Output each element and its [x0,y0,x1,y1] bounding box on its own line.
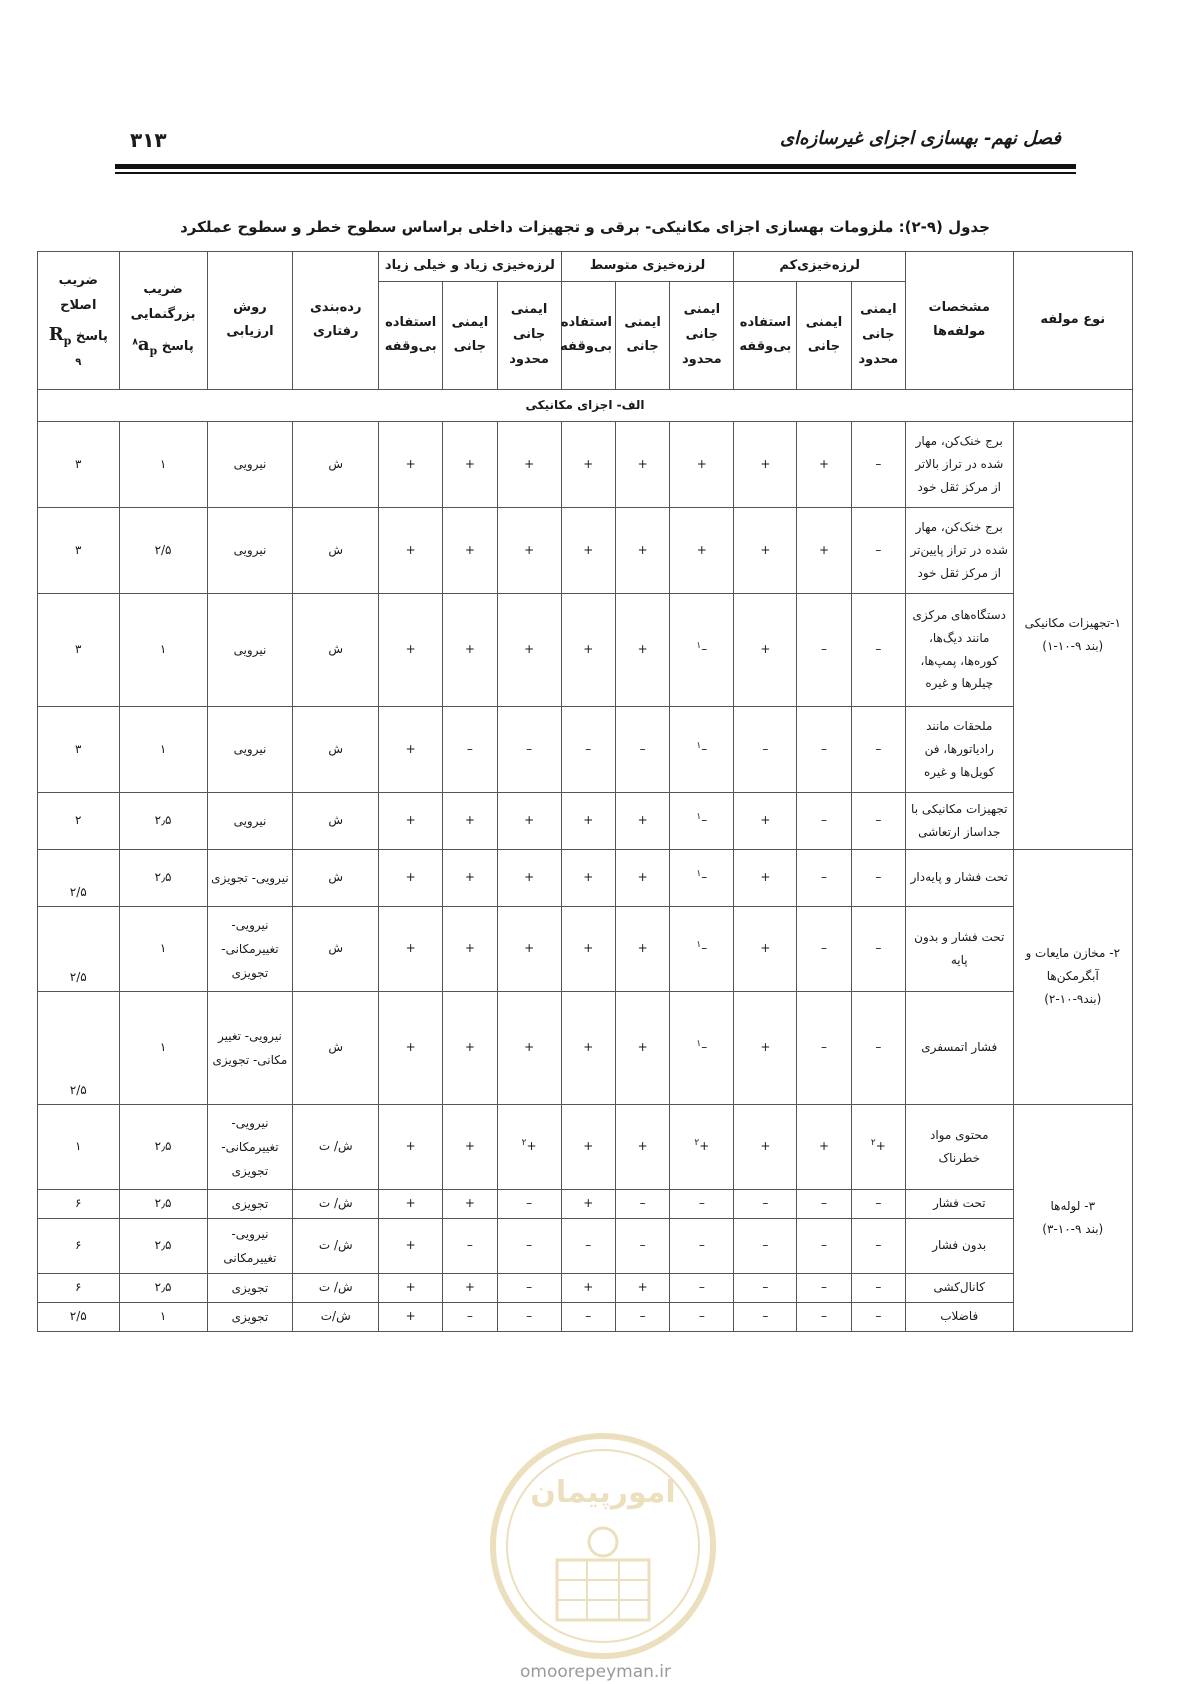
ap-line1: ضریب [143,282,183,298]
requirement-cell: – [734,1218,797,1273]
requirement-cell: + [734,906,797,991]
eval-method: نیرویی- تغییرمکانی- تجویزی [207,906,293,991]
eval-method: نیرویی [207,792,293,849]
requirement-cell: – [851,593,905,706]
col-high-seismicity: لرزه‌خیزی زیاد و خیلی زیاد [379,252,561,282]
requirement-cell: + [615,849,669,906]
requirement-cell: – [443,1302,497,1331]
requirement-cell: + [561,1273,615,1302]
component-spec: بدون فشار [905,1218,1013,1273]
requirement-cell: –$^۱$ [670,849,734,906]
section-mechanical: الف- اجزای مکانیکی [38,389,1133,421]
requirement-cell: + [734,421,797,507]
requirement-cell: – [670,1302,734,1331]
table-row [38,1302,1133,1331]
requirement-cell: – [797,906,851,991]
requirement-cell: + [443,507,497,593]
requirement-cell: –$^۱$ [670,593,734,706]
eval-method: نیرویی [207,593,293,706]
footnote-mark: ۱ [696,740,702,751]
eval-method: نیرویی- تجویزی [207,849,293,906]
table-row [38,1218,1133,1273]
requirement-cell: +$^۲$ [851,1104,905,1189]
behavior-class: ش/ ت [293,1189,379,1218]
behavior-class: ش [293,593,379,706]
table-row [38,849,1133,906]
group-label-line: ۳- لوله‌ها [1050,1198,1096,1213]
low-ls: ایمنی جانی [797,281,851,389]
requirement-cell: – [497,706,561,792]
requirement-cell: – [734,1189,797,1218]
requirement-cell: – [797,849,851,906]
requirement-cell: + [615,593,669,706]
ap-line2: بزرگنمایی [130,307,196,323]
requirement-cell: – [797,1218,851,1273]
behavior-class: ش [293,421,379,507]
component-spec: تحت فشار [905,1189,1013,1218]
requirement-cell: + [734,849,797,906]
rp-line2: اصلاح [60,297,97,313]
rp-value: ۶ [38,1218,120,1273]
requirement-cell: + [561,421,615,507]
high-ls-limited: ایمنی جانی محدود [497,281,561,389]
component-spec: ملحقات مانند رادیاتورها، فن کویل‌ها و غیره [905,706,1013,792]
mid-io: استفاده بی‌وقفه [561,281,615,389]
footnote-mark: ۱ [696,641,702,652]
behavior-class: ش/ ت [293,1104,379,1189]
rp-value: ۶ [38,1273,120,1302]
rp-value: ۲/۵ [38,1302,120,1331]
mid-ls-limited: ایمنی جانی محدود [670,281,734,389]
page-number: ۳۱۳ [130,128,167,152]
requirement-cell: + [497,906,561,991]
requirement-cell: – [734,1273,797,1302]
requirement-cell: + [497,507,561,593]
ap-value: ۲٫۵ [119,1189,207,1218]
requirement-cell: – [561,706,615,792]
component-spec: فاضلاب [905,1302,1013,1331]
behavior-class: ش/ ت [293,1218,379,1273]
requirement-cell: +$^۲$ [497,1104,561,1189]
requirement-cell: + [561,906,615,991]
ap-value: ۱ [119,421,207,507]
requirement-cell: – [615,1189,669,1218]
requirement-cell: + [734,593,797,706]
table-row [38,991,1133,1104]
ap-value: ۱ [119,1302,207,1331]
col-behavior-class: رده‌بندی رفتاری [293,252,379,390]
eval-method: نیرویی- تغییرمکانی- تجویزی [207,1104,293,1189]
ap-value: ۱ [119,906,207,991]
col-rp-factor [38,252,120,390]
requirement-cell: + [615,906,669,991]
requirement-cell: + [379,1302,443,1331]
requirement-cell: – [797,1302,851,1331]
component-spec: تجهیزات مکانیکی با جداساز ارتعاشی [905,792,1013,849]
table-row [38,792,1133,849]
table-row [38,421,1133,507]
requirement-cell: + [561,593,615,706]
requirement-cell: + [797,507,851,593]
requirement-cell: + [379,906,443,991]
requirement-cell: + [379,1218,443,1273]
ap-value: ۲٫۵ [119,1218,207,1273]
rp-value: ۳ [38,706,120,792]
group-label-line: (بند ۹-۱۰-۳) [1042,1221,1104,1236]
requirement-cell: –$^۱$ [670,792,734,849]
footnote-mark: ۲ [870,1138,876,1149]
ap-value: ۲٫۵ [119,792,207,849]
requirement-cell: + [443,1273,497,1302]
chapter-title: فصل نهم- بهسازی اجزای غیرسازه‌ای [779,128,1061,149]
rp-value: ۲/۵ [38,906,120,991]
group-label-line: (بند ۹-۱۰-۱) [1042,639,1104,654]
component-spec: فشار اتمسفری [905,991,1013,1104]
requirement-cell: + [379,593,443,706]
requirement-cell: + [797,1104,851,1189]
requirement-cell: – [443,1218,497,1273]
eval-method: تجویزی [207,1189,293,1218]
requirement-cell: + [561,991,615,1104]
component-spec: برج خنک‌کن، مهار شده در تراز پایین‌تر از مرکز ثقل خود [905,507,1013,593]
ap-value: ۱ [119,593,207,706]
behavior-class: ش [293,906,379,991]
requirement-cell: + [443,1104,497,1189]
requirement-cell: + [497,593,561,706]
requirement-cell: + [379,706,443,792]
requirement-cell: – [851,421,905,507]
requirement-cell: + [379,1189,443,1218]
eval-method: نیرویی [207,421,293,507]
table-row [38,593,1133,706]
col-mid-seismicity: لرزه‌خیزی متوسط [561,252,734,282]
requirement-cell: – [670,1273,734,1302]
footnote-mark: ۱ [696,1039,702,1050]
requirement-cell: + [443,1189,497,1218]
eval-method: نیرویی [207,706,293,792]
requirement-cell: + [734,1104,797,1189]
ap-line3: پاسخ $a_p^۸$ [132,333,194,358]
rp-line1: ضریب [58,272,98,288]
requirement-cell: +$^۲$ [670,1104,734,1189]
rp-value: ۳ [38,593,120,706]
component-spec: محتوی مواد خطرناک [905,1104,1013,1189]
low-ls-limited: ایمنی جانی محدود [851,281,905,389]
requirement-cell: – [734,1302,797,1331]
requirement-cell: – [851,1189,905,1218]
requirement-cell: – [851,849,905,906]
table-caption: جدول (۹-۲): ملزومات بهسازی اجزای مکانیکی- برقی و تجهیزات داخلی براساس سطوح خطر و سطوح عملکرد [180,218,990,236]
watermark-site: omoorepeyman.ir [519,1662,672,1682]
requirement-cell: + [615,1104,669,1189]
behavior-class: ش [293,706,379,792]
col-component-type: نوع مولفه [1013,252,1132,390]
requirements-table [37,251,1133,1332]
requirement-cell: + [497,991,561,1104]
footnote-mark: ۱ [696,812,702,823]
requirement-cell: + [734,507,797,593]
component-group-1 [1013,421,1132,849]
table-row [38,1104,1133,1189]
footnote-mark: ۱ [696,869,702,880]
requirement-cell: + [615,792,669,849]
behavior-class: ش [293,507,379,593]
requirement-cell: + [379,1104,443,1189]
requirement-cell: + [497,421,561,507]
rp-value: ۲/۵ [38,849,120,906]
requirement-cell: + [379,421,443,507]
requirement-cell: + [443,593,497,706]
component-spec: تحت فشار و پایه‌دار [905,849,1013,906]
requirement-cell: + [561,507,615,593]
requirement-cell: – [497,1218,561,1273]
requirement-cell: – [797,792,851,849]
watermark-stamp [487,1430,719,1662]
requirement-cell: – [851,1218,905,1273]
component-spec: برج خنک‌کن، مهار شده در تراز بالاتر از مرکز ثقل خود [905,421,1013,507]
requirement-cell: – [561,1218,615,1273]
ap-value: ۱ [119,706,207,792]
ap-value: ۲٫۵ [119,849,207,906]
footnote-mark: ۱ [696,940,702,951]
table-row [38,1273,1133,1302]
high-ls: ایمنی جانی [443,281,497,389]
requirement-cell: + [561,1189,615,1218]
requirement-cell: – [670,1218,734,1273]
rp-value: ۲/۵ [38,991,120,1104]
requirement-cell: – [797,1273,851,1302]
requirement-cell: + [670,421,734,507]
requirement-cell: + [615,1273,669,1302]
requirement-cell: – [851,991,905,1104]
requirement-cell: – [615,706,669,792]
behavior-class: ش [293,792,379,849]
header-rule [115,164,1076,169]
component-spec: تحت فشار و بدون پایه [905,906,1013,991]
requirement-cell: + [379,507,443,593]
behavior-class: ش [293,991,379,1104]
requirement-cell: – [443,706,497,792]
requirement-cell: – [670,1189,734,1218]
requirement-cell: –$^۱$ [670,906,734,991]
col-low-seismicity: لرزه‌خیزی‌کم [734,252,906,282]
low-io: استفاده بی‌وقفه [734,281,797,389]
requirement-cell: + [670,507,734,593]
requirement-cell: + [443,792,497,849]
rp-value: ۱ [38,1104,120,1189]
requirement-cell: – [851,906,905,991]
requirement-cell: + [615,507,669,593]
rp-value: ۳ [38,507,120,593]
requirement-cell: + [497,792,561,849]
requirement-cell: – [851,1302,905,1331]
requirement-cell: – [497,1302,561,1331]
rp-value: ۲ [38,792,120,849]
requirement-cell: – [851,792,905,849]
eval-method: نیرویی [207,507,293,593]
eval-method: نیرویی- تغییر مکانی- تجویزی [207,991,293,1104]
requirement-cell: + [497,849,561,906]
high-io: استفاده بی‌وقفه [379,281,443,389]
requirement-cell: + [797,421,851,507]
group-label-line: آبگرمکن‌ها [1046,969,1099,984]
requirement-cell: + [379,792,443,849]
mid-ls: ایمنی جانی [615,281,669,389]
table-row [38,1189,1133,1218]
table-row [38,706,1133,792]
svg-text:امورپیمان: امورپیمان [530,1475,676,1510]
requirement-cell: – [797,706,851,792]
requirement-cell: + [443,849,497,906]
rp-value: ۳ [38,421,120,507]
requirement-cell: + [561,849,615,906]
col-component-spec: مشخصات مولفه‌ها [905,252,1013,390]
component-group-3 [1013,1104,1132,1331]
requirement-cell: + [615,991,669,1104]
behavior-class: ش/ت [293,1302,379,1331]
group-label-line: ۱-تجهیزات مکانیکی [1024,616,1121,631]
header-rule-thin [115,172,1076,174]
requirement-cell: + [443,991,497,1104]
requirement-cell: – [497,1189,561,1218]
behavior-class: ش [293,849,379,906]
requirement-cell: + [734,991,797,1104]
group-label-line: ۲- مخازن مایعات و [1025,946,1121,961]
requirement-cell: –$^۱$ [670,706,734,792]
table-row [38,507,1133,593]
requirement-cell: + [379,849,443,906]
requirement-cell: – [615,1302,669,1331]
requirement-cell: + [443,421,497,507]
eval-method: تجویزی [207,1302,293,1331]
requirement-cell: – [797,991,851,1104]
requirement-cell: – [851,706,905,792]
col-eval-method: روش ارزیابی [207,252,293,390]
requirement-cell: + [561,792,615,849]
eval-method: نیرویی- تغییرمکانی [207,1218,293,1273]
table-row [38,906,1133,991]
requirement-cell: + [443,906,497,991]
component-group-2 [1013,849,1132,1104]
ap-value: ۲/۵ [119,507,207,593]
requirement-cell: –$^۱$ [670,991,734,1104]
requirement-cell: + [379,991,443,1104]
requirement-cell: + [379,1273,443,1302]
rp-note: ۹ [75,356,82,368]
component-spec: کانال‌کشی [905,1273,1013,1302]
eval-method: تجویزی [207,1273,293,1302]
requirement-cell: + [615,421,669,507]
requirement-cell: – [797,1189,851,1218]
component-spec: دستگاه‌های مرکزی مانند دیگ‌ها، کوره‌ها، پمپ‌ها، چیلرها و غیره [905,593,1013,706]
requirement-cell: + [734,792,797,849]
ap-value: ۲٫۵ [119,1104,207,1189]
footnote-mark: ۲ [521,1138,527,1149]
requirement-cell: – [851,507,905,593]
requirement-cell: – [615,1218,669,1273]
requirement-cell: – [734,706,797,792]
ap-value: ۱ [119,991,207,1104]
ap-value: ۲٫۵ [119,1273,207,1302]
requirement-cell: – [497,1273,561,1302]
requirement-cell: – [851,1273,905,1302]
col-ap-factor [119,252,207,390]
rp-value: ۶ [38,1189,120,1218]
footnote-mark: ۲ [694,1138,700,1149]
behavior-class: ش/ ت [293,1273,379,1302]
requirement-cell: – [797,593,851,706]
requirement-cell: – [561,1302,615,1331]
requirement-cell: + [561,1104,615,1189]
group-label-line: (بند۹-۱۰-۲) [1044,992,1102,1007]
rp-line3: پاسخ $R_p$ [48,324,108,348]
